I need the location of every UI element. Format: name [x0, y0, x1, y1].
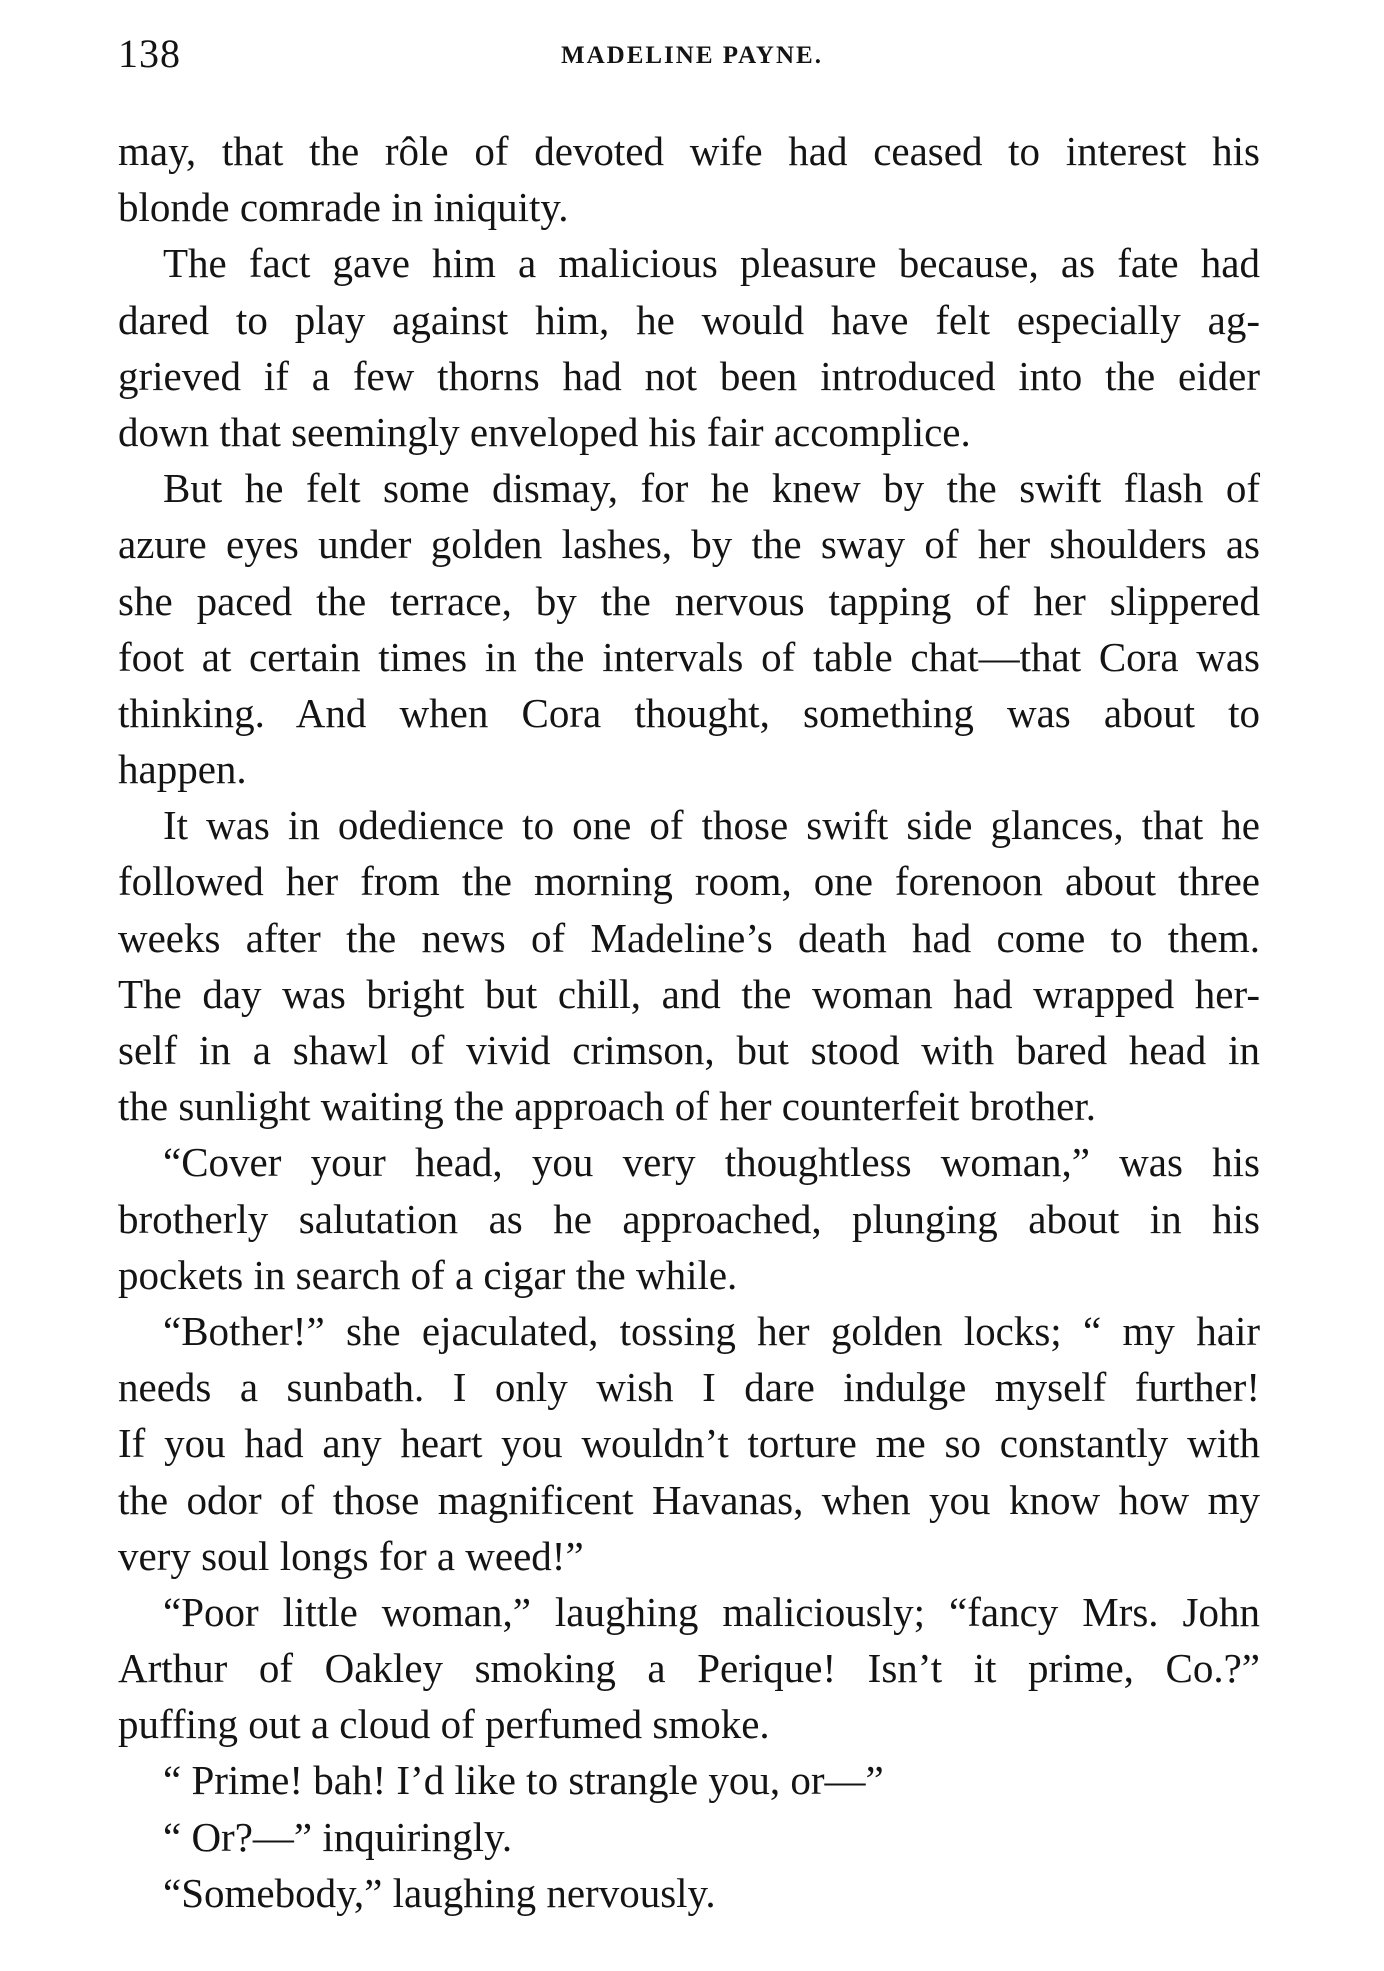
text-line: If you had any heart you wouldn’t torture me so constantly with [118, 1420, 1260, 1467]
text-line: azure eyes under golden lashes, by the sway of her shoulders as [118, 521, 1260, 568]
paragraph [118, 1303, 1260, 1584]
text-line: needs a sunbath. I only wish I dare indulge myself further! [118, 1364, 1260, 1411]
paragraph [118, 1809, 1260, 1865]
paragraph [118, 460, 1260, 797]
text-line: blonde comrade in iniquity. [118, 184, 569, 231]
running-head [118, 30, 1266, 90]
paragraph [118, 235, 1260, 460]
text-line: happen. [118, 746, 247, 793]
paragraph [118, 123, 1260, 235]
text-line: The fact gave him a malicious pleasure because, as fate had [163, 240, 1260, 287]
text-line: “Poor little woman,” laughing maliciously; “fancy Mrs. John [163, 1588, 1260, 1635]
page-number: 138 [118, 31, 181, 76]
body-text [118, 123, 1260, 1921]
text-line: foot at certain times in the intervals of table chat—that Cora was [118, 633, 1260, 680]
text-line: down that seemingly enveloped his fair accomplice. [118, 408, 971, 455]
text-line: thinking. And when Cora thought, something was about to [118, 689, 1260, 736]
text-line: pockets in search of a cigar the while. [118, 1251, 738, 1298]
paragraph [118, 1752, 1260, 1808]
text-line: very soul longs for a weed!” [118, 1532, 584, 1579]
paragraph [118, 1584, 1260, 1753]
paragraph [118, 797, 1260, 1134]
text-line: Arthur of Oakley smoking a Perique! Isn’t it prime, Co.?” [118, 1645, 1260, 1692]
paragraph [118, 1134, 1260, 1303]
text-line: the odor of those magnificent Havanas, when you know how my [118, 1476, 1260, 1523]
text-line: grieved if a few thorns had not been introduced into the eider [118, 352, 1260, 399]
text-line: “ Or?—” inquiringly. [163, 1813, 513, 1860]
text-line: The day was bright but chill, and the woman had wrapped her- [118, 970, 1260, 1017]
text-line: It was in odedience to one of those swift side glances, that he [163, 802, 1260, 849]
text-line: “Bother!” she ejaculated, tossing her golden locks; “ my hair [163, 1307, 1260, 1354]
running-title: MADELINE PAYNE. [561, 42, 823, 69]
text-line: weeks after the news of Madeline’s death had come to them. [118, 914, 1260, 961]
text-line: dared to play against him, he would have felt especially ag- [118, 296, 1260, 343]
text-line: may, that the rôle of devoted wife had ceased to interest his [118, 128, 1260, 174]
text-line: “Cover your head, you very thoughtless woman,” was his [163, 1139, 1260, 1186]
text-line: the sunlight waiting the approach of her counterfeit brother. [118, 1083, 1096, 1130]
text-line: “Somebody,” laughing nervously. [163, 1869, 716, 1916]
paragraph [118, 1865, 1260, 1921]
text-line: “ Prime! bah! I’d like to strangle you, or—” [163, 1757, 884, 1804]
text-line: brotherly salutation as he approached, plunging about in his [118, 1195, 1260, 1242]
text-line: puffing out a cloud of perfumed smoke. [118, 1701, 770, 1748]
text-line: followed her from the morning room, one forenoon about three [118, 858, 1260, 905]
text-line: But he felt some dismay, for he knew by the swift flash of [163, 465, 1260, 512]
text-line: self in a shawl of vivid crimson, but stood with bared head in [118, 1027, 1260, 1073]
text-line: she paced the terrace, by the nervous tapping of her slippered [118, 577, 1260, 624]
